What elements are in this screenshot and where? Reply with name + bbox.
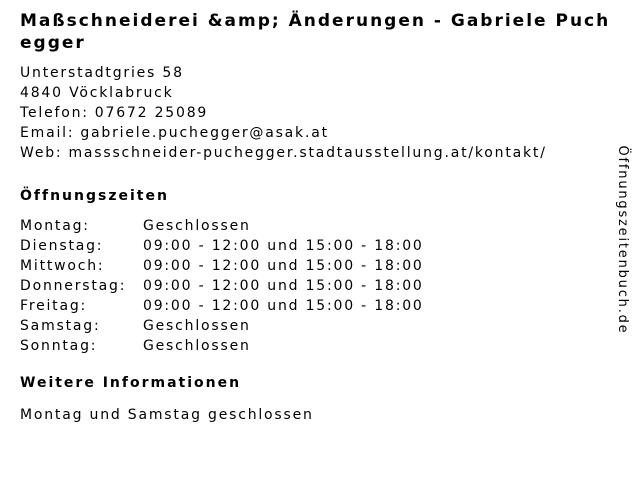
address-city: 4840 Vöcklabruck [20, 85, 174, 101]
phone-value: 07672 25089 [94, 105, 209, 121]
day-label: Montag: [20, 218, 90, 234]
day-label: Mittwoch: [20, 258, 105, 274]
day-label: Donnerstag: [20, 278, 127, 294]
day-hours: 09:00 - 12:00 und 15:00 - 18:00 [143, 298, 424, 314]
web-link[interactable]: massschneider-puchegger.stadtausstellung.at/kontakt/ [68, 145, 547, 161]
more-info-heading: Weitere Informationen [20, 375, 242, 391]
day-hours: Geschlossen [143, 218, 251, 234]
day-hours: Geschlossen [143, 318, 251, 334]
email-label: Email: [20, 125, 75, 141]
phone-line [20, 103, 618, 123]
web-line [20, 143, 618, 163]
day-hours: 09:00 - 12:00 und 15:00 - 18:00 [143, 278, 424, 294]
opening-hours-row-tuesday [20, 236, 618, 256]
email-link[interactable]: gabriele.puchegger@asak.at [80, 125, 329, 141]
day-hours: 09:00 - 12:00 und 15:00 - 18:00 [143, 238, 424, 254]
page-title: Maßschneiderei &amp; Änderungen - Gabriele Puchegger [20, 11, 611, 53]
day-label: Freitag: [20, 298, 88, 314]
web-label: Web: [20, 145, 63, 161]
more-info-text: Montag und Samstag geschlossen [20, 407, 314, 423]
email-line [20, 123, 618, 143]
day-label: Sonntag: [20, 338, 98, 354]
opening-hours-row-monday [20, 216, 618, 236]
opening-hours-row-sunday [20, 336, 618, 356]
opening-hours-row-thursday [20, 276, 618, 296]
contact-info [20, 63, 618, 163]
phone-label: Telefon: [20, 105, 89, 121]
opening-hours-row-friday [20, 296, 618, 316]
day-label: Dienstag: [20, 238, 104, 254]
day-label: Samstag: [20, 318, 101, 334]
day-hours: 09:00 - 12:00 und 15:00 - 18:00 [143, 258, 424, 274]
opening-hours-row-wednesday [20, 256, 618, 276]
opening-hours-heading: Öffnungszeiten [20, 188, 169, 204]
opening-hours-table [20, 216, 618, 356]
address-street: Unterstadtgries 58 [20, 65, 184, 81]
day-hours: Geschlossen [143, 338, 251, 354]
opening-hours-row-saturday [20, 316, 618, 336]
oeffnungszeitenbuch-branding-link[interactable]: Öffnungszeitenbuch.de [615, 145, 630, 335]
